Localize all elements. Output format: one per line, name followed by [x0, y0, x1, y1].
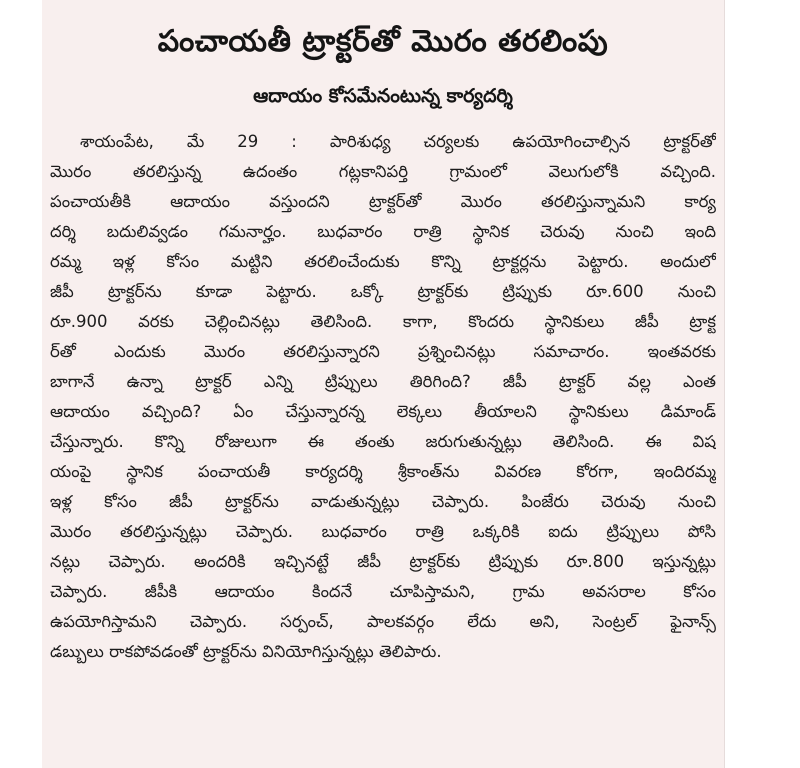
article-line: చెప్పారు. జీపీకి ఆదాయం కిందనే చూపిస్తామని, గ్రామ అవసరాల కోసం — [50, 582, 716, 601]
newspaper-clipping — [42, 0, 725, 768]
article-line: రూ.900 వరకు చెల్లించినట్లు తెలిసింది. కాగా, కొందరు స్థానికులు జీపీ ట్రాక్ట — [50, 312, 716, 331]
article-line: శాయంపేట, మే 29 : పారిశుధ్య చర్యలకు ఉపయోగించాల్సిన ట్రాక్టర్‌తో — [80, 132, 716, 151]
article-line: మొరం తరలిస్తున్న ఉదంతం గట్లకానిపర్తి గ్రామంలో వెలుగులోకి వచ్చింది. — [50, 162, 716, 181]
headline: పంచాయతీ ట్రాక్టర్‌తో మొరం తరలింపు — [157, 24, 609, 59]
article-body — [50, 127, 716, 667]
article-line: నట్లు చెప్పారు. అందరికి ఇచ్చినట్టే జీపీ ట్రాక్టర్‌కు ట్రిప్పుకు రూ.800 ఇస్తున్నట్లు — [50, 552, 716, 571]
article-line: రమ్మ ఇళ్ల కోసం మట్టిని తరలించేందుకు కొన్ని ట్రాక్టర్లను పెట్టారు. అందులో — [50, 252, 716, 271]
article-line: మొరం తరలిస్తున్నట్లు చెప్పారు. బుధవారం రాత్రి ఒక్కరికి ఐదు ట్రిప్పులు పోసి — [50, 522, 716, 541]
article-line: ఆదాయం వచ్చింది? ఏం చేస్తున్నారన్న లెక్కలు తీయాలని స్థానికులు డిమాండ్ — [50, 402, 716, 421]
article-line: పంచాయతీకి ఆదాయం వస్తుందని ట్రాక్టర్‌తో మొరం తరలిస్తున్నామని కార్య — [50, 192, 716, 211]
article-line: చేస్తున్నారు. కొన్ని రోజులుగా ఈ తంతు జరుగుతున్నట్లు తెలిసింది. ఈ విష — [50, 432, 716, 451]
cropped-next-line — [222, 758, 642, 768]
article-line: యంపై స్థానిక పంచాయతీ కార్యదర్శి శ్రీకాంత్‌ను వివరణ కోరగా, ఇందిరమ్మ — [50, 462, 716, 481]
article-line: జీపీ ట్రాక్టర్‌ను కూడా పెట్టారు. ఒక్కో ట్రాక్టర్‌కు ట్రిప్పుకు రూ.600 నుంచి — [50, 282, 716, 301]
article-line: ఇళ్ల కోసం జీపీ ట్రాక్టర్‌ను వాడుతున్నట్లు చెప్పారు. పింజేరు చెరువు నుంచి — [50, 492, 716, 511]
article-line: డబ్బులు రాకపోవడంతో ట్రాక్టర్‌ను వినియోగిస్తున్నట్లు తెలిపారు. — [50, 642, 442, 661]
subheadline: ఆదాయం కోసమేనంటున్న కార్యదర్శి — [253, 85, 513, 107]
article-line: ఉపయోగిస్తామని చెప్పారు. సర్పంచ్, పాలకవర్గం లేదు అని, సెంట్రల్ ఫైనాన్స్ — [50, 612, 716, 631]
article-line: ర్‌తో ఎందుకు మొరం తరలిస్తున్నారని ప్రశ్నించినట్లు సమాచారం. ఇంతవరకు — [50, 342, 716, 361]
article-line: బాగానే ఉన్నా ట్రాక్టర్ ఎన్ని ట్రిప్పులు తిరిగింది? జీపీ ట్రాక్టర్ వల్ల ఎంత — [50, 372, 716, 391]
article-line: దర్శి బదులివ్వడం గమనార్హం. బుధవారం రాత్రి స్థానిక చెరువు నుంచి ఇంది — [50, 222, 716, 241]
